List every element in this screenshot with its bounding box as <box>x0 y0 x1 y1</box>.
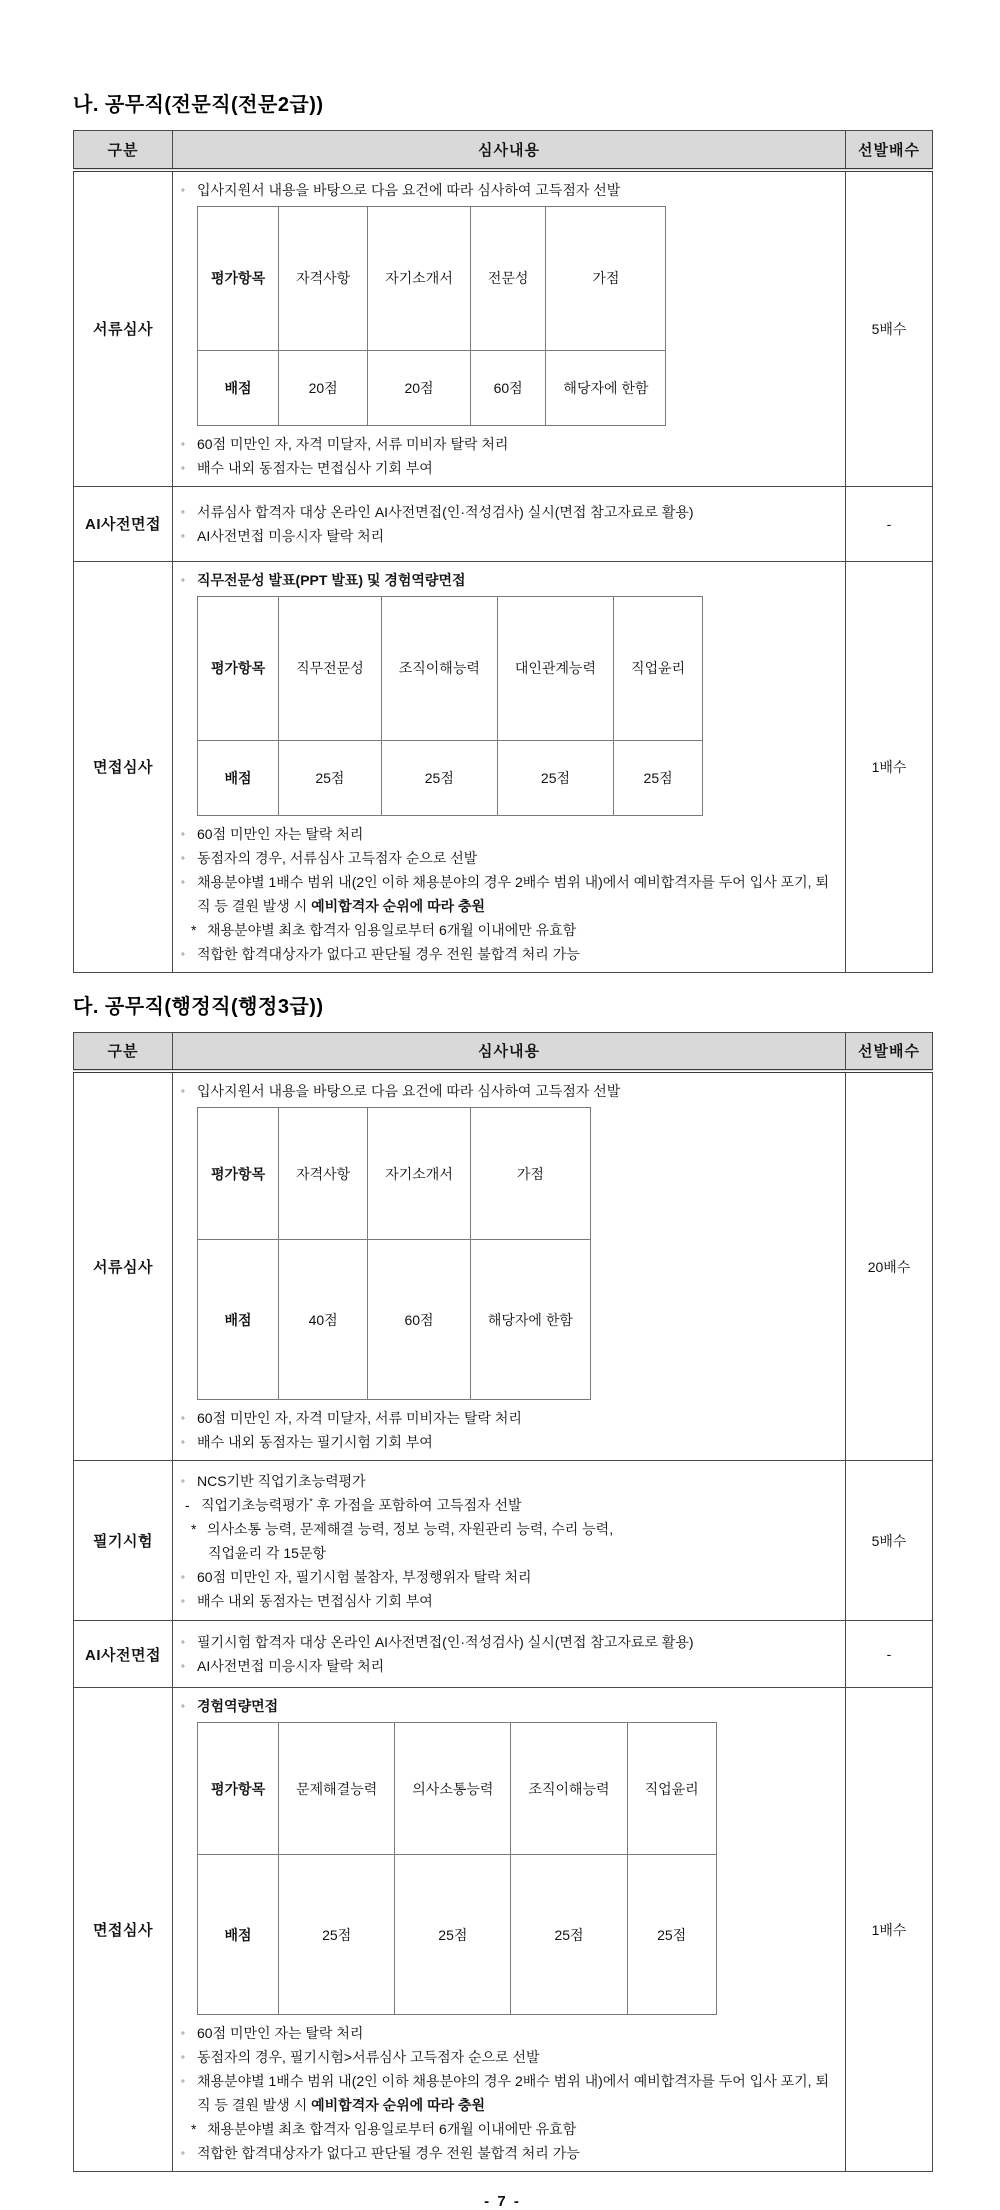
row-label: AI사전면접 <box>74 486 173 561</box>
criteria-value-cell: 배점 <box>198 1240 279 1400</box>
list-marker: ◦ <box>181 530 185 542</box>
criteria-values-row <box>198 350 666 425</box>
line-text <box>197 1079 837 1103</box>
column-header-multiple: 선발배수 <box>846 131 933 170</box>
list-marker: ◦ <box>181 438 185 450</box>
row-content-cell <box>173 1621 846 1688</box>
list-marker: ◦ <box>181 1636 185 1649</box>
criteria-header-cell: 직업윤리 <box>614 596 703 740</box>
criteria-values-row <box>198 1855 717 2015</box>
criteria-header-row <box>198 206 666 350</box>
line-text <box>207 1517 837 1541</box>
column-header-category: 구분 <box>74 1032 173 1071</box>
criteria-value-cell: 20점 <box>368 350 471 425</box>
list-marker: ◦ <box>181 1475 185 1487</box>
line-text <box>201 1493 837 1517</box>
selection-multiple: 1배수 <box>846 1688 933 2172</box>
content-line <box>181 2069 837 2117</box>
list-marker: * <box>191 921 197 938</box>
criteria-header-cell: 직무전문성 <box>279 596 382 740</box>
selection-multiple: 5배수 <box>846 1461 933 1621</box>
content-line <box>181 456 837 480</box>
text-segment: 직업윤리 각 15문항 <box>208 1544 327 1561</box>
text-segment: 배수 내외 동점자는 면접심사 기회 부여 <box>197 1592 433 1609</box>
list-marker: ◦ <box>181 184 185 196</box>
text-segment: AI사전면접 미응시자 탈락 처리 <box>197 527 385 544</box>
column-header-content: 심사내용 <box>173 131 846 170</box>
content-line <box>181 2021 837 2045</box>
criteria-header-row <box>198 596 703 740</box>
list-marker: ◦ <box>181 876 185 888</box>
section-title: 나. 공무직(전문직(전문2급)) <box>73 94 324 116</box>
text-segment: 입사지원서 내용을 바탕으로 다음 요건에 따라 심사하여 고득점자 선발 <box>197 1083 621 1099</box>
list-marker: ◦ <box>181 462 185 474</box>
list-marker: ◦ <box>181 506 185 518</box>
list-marker: - <box>185 1496 190 1513</box>
header-row <box>74 1032 933 1071</box>
selection-multiple: - <box>846 486 933 561</box>
screening-table <box>73 130 933 973</box>
criteria-value-cell: 해당자에 한함 <box>546 350 666 425</box>
criteria-header-cell: 직업윤리 <box>627 1723 716 1855</box>
text-segment: 의사소통 능력, 문제해결 능력, 정보 능력, 자원관리 능력, 수리 능력, <box>207 1520 614 1537</box>
text-segment: 60점 미만인 자, 필기시험 불참자, 부정행위자 탈락 처리 <box>197 1568 532 1585</box>
table-row <box>74 1621 933 1688</box>
sections-container <box>73 88 932 2172</box>
criteria-header-cell: 가점 <box>470 1108 590 1240</box>
text-segment: * <box>309 1495 313 1506</box>
list-marker: ◦ <box>181 828 185 840</box>
column-header-content: 심사내용 <box>173 1032 846 1071</box>
content-line <box>181 1589 837 1613</box>
text-segment: 직무전문성 발표(PPT 발표) 및 경험역량면접 <box>197 571 466 588</box>
criteria-header-cell: 의사소통능력 <box>395 1723 511 1855</box>
row-content-cell <box>173 486 846 561</box>
content-line <box>181 822 837 846</box>
criteria-header-cell: 문제해결능력 <box>279 1723 395 1855</box>
criteria-value-cell: 40점 <box>279 1240 368 1400</box>
line-text <box>197 500 837 524</box>
line-text <box>197 822 837 846</box>
content-line <box>181 2141 837 2165</box>
criteria-value-cell: 25점 <box>279 1855 395 2015</box>
row-content-cell <box>173 170 846 487</box>
line-text <box>207 2117 837 2141</box>
content-line <box>181 1630 837 1654</box>
criteria-header-cell: 평가항목 <box>198 1723 279 1855</box>
criteria-header-cell: 전문성 <box>470 206 546 350</box>
criteria-header-cell: 조직이해능력 <box>381 596 497 740</box>
line-text <box>207 918 837 942</box>
criteria-header-cell: 자기소개서 <box>368 1108 471 1240</box>
text-segment: 적합한 합격대상자가 없다고 판단될 경우 전원 불합격 처리 가능 <box>197 2145 580 2161</box>
criteria-header-cell: 자기소개서 <box>368 206 471 350</box>
list-marker: ◦ <box>181 1571 185 1583</box>
text-segment: 채용분야별 1배수 범위 내(2인 이하 채용분야의 경우 2배수 범위 내)에서 예비합격자를 두어 입사 포기, 퇴직 등 결원 발생 시 <box>197 873 829 914</box>
table-row <box>74 486 933 561</box>
selection-multiple: - <box>846 1621 933 1688</box>
row-content-cell <box>173 1461 846 1621</box>
table-row <box>74 1688 933 2172</box>
text-segment: 채용분야별 최초 합격자 임용일로부터 6개월 이내에만 유효함 <box>207 2121 577 2137</box>
list-marker: ◦ <box>181 1660 185 1673</box>
criteria-table <box>197 596 703 816</box>
criteria-header-cell: 자격사항 <box>279 206 368 350</box>
content-line <box>208 1541 837 1565</box>
content-line <box>181 524 837 548</box>
text-segment: 동점자의 경우, 서류심사 고득점자 순으로 선발 <box>197 849 478 866</box>
text-segment: 배수 내외 동점자는 면접심사 기회 부여 <box>197 459 433 476</box>
criteria-header-cell: 대인관계능력 <box>497 596 613 740</box>
line-text <box>197 1469 837 1493</box>
criteria-value-cell: 배점 <box>198 1855 279 2015</box>
list-marker: ◦ <box>181 2027 185 2040</box>
header-row <box>74 131 933 170</box>
list-marker: ◦ <box>181 1085 185 1098</box>
list-marker: ◦ <box>181 2147 185 2160</box>
criteria-value-cell: 25점 <box>511 1855 627 2015</box>
text-segment: 직업기초능력평가 <box>201 1496 310 1513</box>
criteria-header-row <box>198 1108 591 1240</box>
content-line <box>181 1654 837 1678</box>
content-line <box>181 432 837 456</box>
criteria-header-cell: 평가항목 <box>198 206 279 350</box>
screening-section <box>73 990 932 2173</box>
content-line <box>181 1565 837 1589</box>
line-text <box>208 1541 837 1565</box>
line-text <box>197 1406 837 1430</box>
line-text <box>197 1654 837 1678</box>
criteria-header-row <box>198 1723 717 1855</box>
line-text <box>197 870 837 918</box>
content-line <box>185 1493 837 1517</box>
table-row <box>74 561 933 972</box>
criteria-header-cell: 평가항목 <box>198 1108 279 1240</box>
list-marker: ◦ <box>181 1700 185 1713</box>
row-label: 서류심사 <box>74 1071 173 1461</box>
column-header-category: 구분 <box>74 131 173 170</box>
line-text <box>197 942 837 966</box>
line-text <box>197 2069 837 2117</box>
table-row <box>74 1461 933 1621</box>
criteria-table <box>197 1722 717 2015</box>
row-label: 서류심사 <box>74 170 173 487</box>
content-line <box>181 1079 837 1103</box>
text-segment: 경험역량면접 <box>197 1698 279 1714</box>
text-segment: 배수 내외 동점자는 필기시험 기회 부여 <box>197 1434 433 1450</box>
row-label: 면접심사 <box>74 1688 173 2172</box>
text-segment: 후 가점을 포함하여 고득점자 선발 <box>312 1496 522 1513</box>
text-segment: 동점자의 경우, 필기시험>서류심사 고득점자 순으로 선발 <box>197 2049 540 2065</box>
text-segment: 예비합격자 순위에 따라 충원 <box>311 2097 486 2113</box>
criteria-value-cell: 20점 <box>279 350 368 425</box>
row-label: 면접심사 <box>74 561 173 972</box>
content-line <box>181 1694 837 1718</box>
criteria-value-cell: 25점 <box>395 1855 511 2015</box>
criteria-values-row <box>198 740 703 815</box>
screening-table <box>73 1032 933 2173</box>
screening-section <box>73 88 932 973</box>
line-text <box>197 1630 837 1654</box>
text-segment: 서류심사 합격자 대상 온라인 AI사전면접(인·적성검사) 실시(면접 참고자료로 활용) <box>197 503 694 520</box>
text-segment: 60점 미만인 자는 탈락 처리 <box>197 825 364 842</box>
line-text <box>197 568 837 592</box>
criteria-value-cell: 배점 <box>198 350 279 425</box>
content-line <box>181 1469 837 1493</box>
criteria-value-cell: 25점 <box>381 740 497 815</box>
table-row <box>74 170 933 487</box>
text-segment: 60점 미만인 자, 자격 미달자, 서류 미비자 탈락 처리 <box>197 435 509 452</box>
line-text <box>197 1565 837 1589</box>
row-content-cell <box>173 1071 846 1461</box>
text-segment: AI사전면접 미응시자 탈락 처리 <box>197 1658 385 1674</box>
text-segment: 60점 미만인 자는 탈락 처리 <box>197 2025 364 2041</box>
content-line <box>181 500 837 524</box>
line-text <box>197 1589 837 1613</box>
content-line <box>181 1406 837 1430</box>
criteria-value-cell: 25점 <box>614 740 703 815</box>
criteria-value-cell: 25점 <box>497 740 613 815</box>
line-text <box>197 2141 837 2165</box>
text-segment: 필기시험 합격자 대상 온라인 AI사전면접(인·적성검사) 실시(면접 참고자료로 활용) <box>197 1634 694 1650</box>
text-segment: 채용분야별 최초 합격자 임용일로부터 6개월 이내에만 유효함 <box>207 921 577 938</box>
content-line <box>181 2045 837 2069</box>
criteria-value-cell: 60점 <box>470 350 546 425</box>
line-text <box>197 1430 837 1454</box>
list-marker: ◦ <box>181 2075 185 2088</box>
selection-multiple: 1배수 <box>846 561 933 972</box>
page-number: - 7 - <box>484 2193 521 2210</box>
text-segment: 채용분야별 1배수 범위 내(2인 이하 채용분야의 경우 2배수 범위 내)에서 예비합격자를 두어 입사 포기, 퇴직 등 결원 발생 시 <box>197 2073 829 2113</box>
content-line <box>181 846 837 870</box>
line-text <box>197 178 837 202</box>
criteria-value-cell: 60점 <box>368 1240 471 1400</box>
criteria-values-row <box>198 1240 591 1400</box>
section-title: 다. 공무직(행정직(행정3급)) <box>73 995 324 1018</box>
content-line <box>181 942 837 966</box>
content-line <box>191 918 837 942</box>
criteria-value-cell: 25점 <box>279 740 382 815</box>
list-marker: * <box>191 1520 197 1537</box>
line-text <box>197 456 837 480</box>
criteria-value-cell: 해당자에 한함 <box>470 1240 590 1400</box>
content-line <box>181 568 837 592</box>
table-row <box>74 1071 933 1461</box>
content-line <box>191 2117 837 2141</box>
row-content-cell <box>173 561 846 972</box>
line-text <box>197 1694 837 1718</box>
content-line <box>181 870 837 918</box>
line-text <box>197 2021 837 2045</box>
content-line <box>181 1430 837 1454</box>
column-header-multiple: 선발배수 <box>846 1032 933 1071</box>
criteria-header-cell: 평가항목 <box>198 596 279 740</box>
text-segment: NCS기반 직업기초능력평가 <box>197 1472 366 1489</box>
row-label: AI사전면접 <box>74 1621 173 1688</box>
list-marker: ◦ <box>181 574 185 586</box>
line-text <box>197 524 837 548</box>
text-segment: 예비합격자 순위에 따라 충원 <box>311 897 486 914</box>
row-content-cell <box>173 1688 846 2172</box>
content-line <box>181 178 837 202</box>
criteria-table <box>197 1107 591 1400</box>
criteria-header-cell: 조직이해능력 <box>511 1723 627 1855</box>
list-marker: ◦ <box>181 948 185 960</box>
criteria-value-cell: 25점 <box>627 1855 716 2015</box>
list-marker: ◦ <box>181 1436 185 1449</box>
text-segment: 적합한 합격대상자가 없다고 판단될 경우 전원 불합격 처리 가능 <box>197 945 580 962</box>
list-marker: ◦ <box>181 1412 185 1425</box>
selection-multiple: 5배수 <box>846 170 933 487</box>
criteria-table <box>197 206 666 426</box>
list-marker: ◦ <box>181 2051 185 2064</box>
list-marker: ◦ <box>181 1595 185 1607</box>
line-text <box>197 846 837 870</box>
criteria-value-cell: 배점 <box>198 740 279 815</box>
text-segment: 60점 미만인 자, 자격 미달자, 서류 미비자는 탈락 처리 <box>197 1410 522 1426</box>
criteria-header-cell: 자격사항 <box>279 1108 368 1240</box>
list-marker: ◦ <box>181 852 185 864</box>
selection-multiple: 20배수 <box>846 1071 933 1461</box>
row-label: 필기시험 <box>74 1461 173 1621</box>
content-line <box>191 1517 837 1541</box>
text-segment: 입사지원서 내용을 바탕으로 다음 요건에 따라 심사하여 고득점자 선발 <box>197 181 621 198</box>
criteria-header-cell: 가점 <box>546 206 666 350</box>
line-text <box>197 2045 837 2069</box>
line-text <box>197 432 837 456</box>
list-marker: * <box>191 2121 197 2137</box>
